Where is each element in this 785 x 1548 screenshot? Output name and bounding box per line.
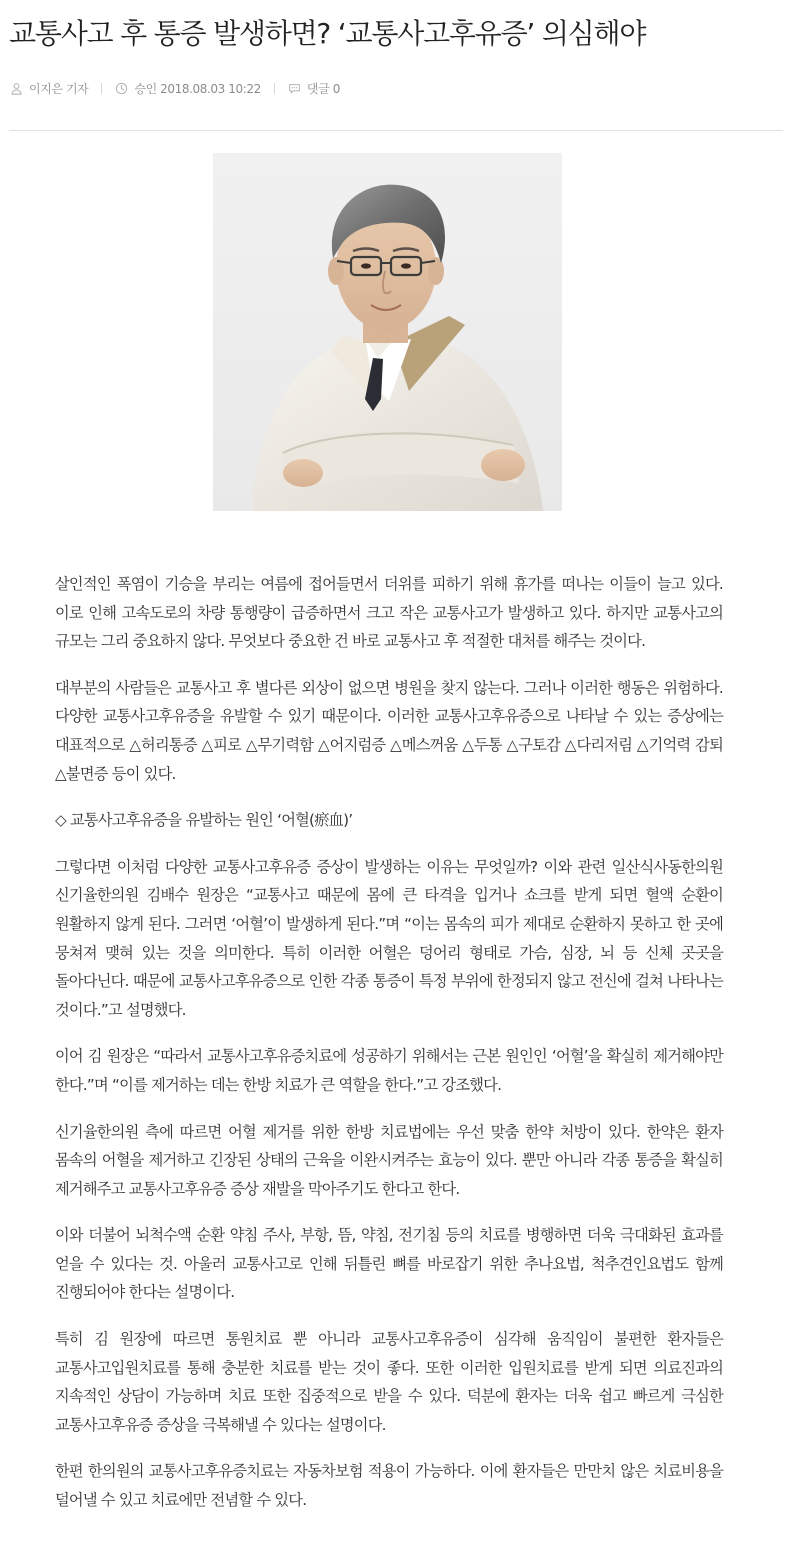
article-title: 교통사고 후 통증 발생하면? ‘교통사고후유증’ 의심해야: [9, 17, 646, 50]
doctor-portrait-photo: [213, 153, 562, 511]
article-paragraph: 살인적인 폭염이 기승을 부리는 여름에 접어들면서 더위를 피하기 위해 휴가를 떠나는 이들이 늘고 있다. 이로 인해 고속도로의 차량 통행량이 급증하면서 크고 작은 교통사고가 발생하고 있다. 하지만 교통사고의 규모는 그리 중요하지 않다. 무엇보다 중요한 건 바로 교통사고 후 적절한 대처를 해주는 것이다.: [55, 575, 723, 651]
doctor-photo: [213, 153, 562, 511]
author-name[interactable]: 이지은 기자: [29, 81, 89, 96]
comments-meta[interactable]: [288, 80, 340, 97]
article-paragraph: 한편 한의원의 교통사고후유증치료는 자동차보험 적용이 가능하다. 이에 환자들은 만만치 않은 치료비용을 덜어낼 수 있고 치료에만 전념할 수 있다.: [55, 1462, 723, 1510]
author-meta: [10, 80, 88, 97]
article-paragraph: 특히 김 원장에 따르면 통원치료 뿐 아니라 교통사고후유증이 심각해 움직임이 불편한 환자들은 교통사고입원치료를 통해 충분한 치료를 받는 것이 좋다. 또한 이러한 입원치료를 받게 되면 의료진과의 지속적인 상담이 가능하며 치료 또한 집중적으로 받을 수 있다. 덕분에 환자는 더욱 쉽고 빠르게 극심한 교통사고후유증 증상을 극복해낼 수 있다는 설명이다.: [55, 1330, 723, 1434]
meta-divider: [101, 83, 102, 94]
user-icon: [10, 82, 23, 95]
article-body: [55, 570, 723, 1533]
article-paragraph: 이어 김 원장은 “따라서 교통사고후유증치료에 성공하기 위해서는 근본 원인인 ‘어혈’을 확실히 제거해야만 한다.”며 “이를 제거하는 데는 한방 치료가 큰 역할을 한다.”고 강조했다.: [55, 1047, 723, 1094]
meta-divider: [274, 83, 275, 94]
article-paragraph: 그렇다면 이처럼 다양한 교통사고후유증 증상이 발생하는 이유는 무엇일까? 이와 관련 일산식사동한의원 신기율한의원 김배수 원장은 “교통사고 때문에 몸에 큰 타격을 입거나 쇼크를 받게 되면 혈액 순환이 원활하지 않게 된다. 그러면 ‘어혈’이 발생하게 된다.”며 “이는 몸속의 피가 제대로 순환하지 못하고 한 곳에 뭉쳐져 맺혀 있는 것을 의미한다. 특히 이러한 어혈은 덩어리 형태로 가슴, 심장, 뇌 등 신체 곳곳을 돌아다닌다. 때문에 교통사고후유증으로 인한 각종 통증이 특정 부위에 한정되지 않고 전신에 걸쳐 나타나는 것이다.”고 설명했다.: [55, 857, 723, 1019]
article-paragraph: 대부분의 사람들은 교통사고 후 별다른 외상이 없으면 병원을 찾지 않는다. 그러나 이러한 행동은 위험하다. 다양한 교통사고후유증을 유발할 수 있기 때문이다. 이러한 교통사고후유증으로 나타날 수 있는 증상에는 대표적으로 △허리통증 △피로 △무기력함 △어지럼증 △메스꺼움 △두통 △구토감 △다리저림 △기억력 감퇴 △불면증 등이 있다.: [55, 678, 723, 783]
approved-date: 승인 2018.08.03 10:22: [134, 81, 261, 96]
comment-count[interactable]: 댓글 0: [306, 81, 340, 96]
date-meta: [115, 80, 261, 97]
article-subheading: ◇ 교통사고후유증을 유발하는 원인 ‘어혈(瘀血)’: [55, 811, 353, 830]
article-paragraph: 이와 더불어 뇌척수액 순환 약침 주사, 부항, 뜸, 약침, 전기침 등의 치료를 병행하면 더욱 극대화된 효과를 얻을 수 있다는 것. 아울러 교통사고로 인해 뒤틀린 뼈를 바로잡기 위한 추나요법, 척추견인요법도 함께 진행되어야 한다는 설명이다.: [55, 1226, 723, 1302]
article-paragraph: 신기율한의원 측에 따르면 어혈 제거를 위한 한방 치료법에는 우선 맞춤 한약 처방이 있다. 한약은 환자 몸속의 어혈을 제거하고 긴장된 상태의 근육을 이완시켜주는 효능이 있다. 뿐만 아니라 각종 통증을 확실히 제거해주고 교통사고후유증 증상 재발을 막아주기도 한다고 한다.: [55, 1122, 723, 1198]
comment-icon: [288, 82, 301, 95]
header-divider: [9, 130, 783, 131]
clock-icon: [115, 82, 128, 95]
article-meta: [10, 78, 340, 98]
